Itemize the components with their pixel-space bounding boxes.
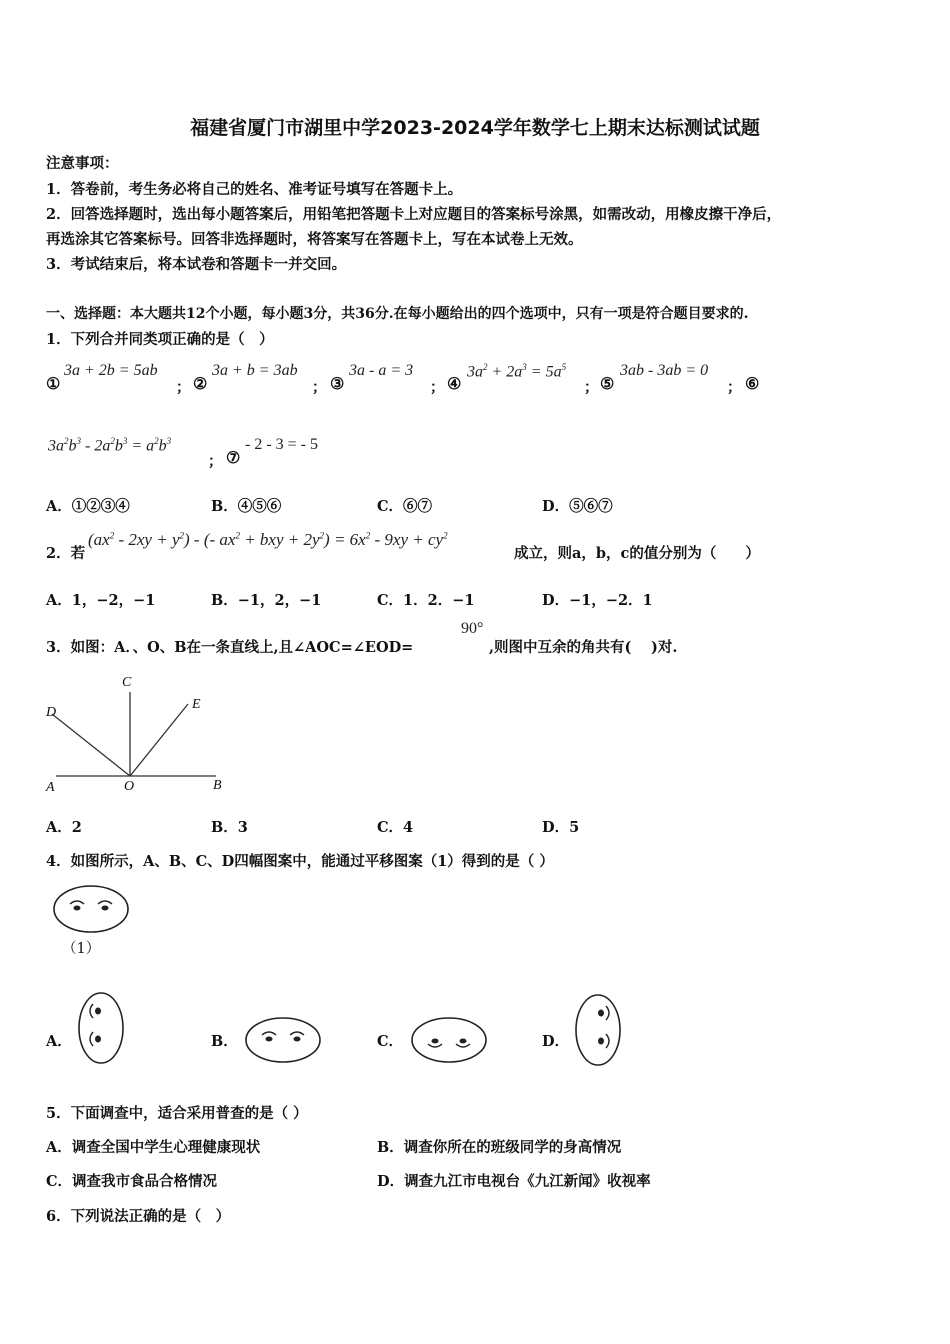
q5-option-a[interactable]: A．调查全国中学生心理健康现状 [46,1139,261,1156]
q3-angle-figure [40,672,240,802]
notice-heading: 注意事项： [46,155,119,172]
question-4-stem: 4．如图所示，A、B、C、D四幅图案中，能通过平移图案（1）得到的是（ ） [46,853,554,870]
q4-option-c[interactable]: C． [377,1033,404,1050]
q5-option-c[interactable]: C．调查我市食品合格情况 [46,1173,218,1190]
q4-option-a[interactable]: A． [46,1033,72,1050]
q2-option-a[interactable]: A．1，−2，−1 [46,592,156,609]
q3-label-c: C [122,675,132,690]
q1-item-2-marker: ② [193,374,208,393]
q1-item-6-marker: ⑥ [745,374,760,393]
q1-expr-1: 3a + 2b = 5ab [64,362,158,379]
question-1-stem: 1．下列合并同类项正确的是（ ） [46,331,274,348]
q3-label-e: E [192,697,201,712]
q3-option-c[interactable]: C．4 [377,819,414,836]
q3-label-b: B [213,778,222,793]
q1-expr-4: $3a^2 + 2a^3 = 5a^5$ [467,362,567,381]
q1-option-a[interactable]: A．①②③④ [46,498,130,515]
q4-face-c [408,1014,492,1066]
q1-sep: ； [176,379,191,396]
question-2-suffix: 成立，则a，b，c的值分别为（ ） [514,545,760,562]
q2-equation: $(ax^2 - 2xy + y^2)$ - (- $ax^2$ + bxy + $2y^2) = 6x^2 - 9xy + cy^2$ [88,530,448,549]
page-title: 福建省厦门市湖里中学2023-2024学年数学七上期末达标测试试题 [190,117,760,139]
q1-sep: ； [312,379,327,396]
q4-option-d[interactable]: D． [542,1033,570,1050]
question-2-prefix: 2．若 [46,545,86,562]
q5-option-b[interactable]: B．调查你所在的班级同学的身高情况 [377,1139,622,1156]
question-3-stem-end: ,则图中互余的角共有( )对. [489,639,678,656]
q3-option-b[interactable]: B．3 [211,819,248,836]
notice-item: 2．回答选择题时，选出每小题答案后，用铅笔把答题卡上对应题目的答案标号涂黑，如需改动，用橡皮擦干净后， [46,206,782,223]
q2-option-b[interactable]: B．−1，2，−1 [211,592,322,609]
q1-item-1-marker: ① [46,374,61,393]
q2-option-d[interactable]: D．−1，−2．1 [542,592,653,609]
q4-face-original [50,882,134,936]
q1-sep: ； [727,379,742,396]
q1-option-d[interactable]: D．⑤⑥⑦ [542,498,613,515]
q1-item-7-marker: ⑦ [226,448,241,467]
q1-expr-6: $3a^2b^3 - 2a^2b^3 = a^2b^3$ [48,436,172,455]
q1-sep: ； [430,379,445,396]
q5-option-d[interactable]: D．调查九江市电视台《九江新闻》收视率 [377,1173,651,1190]
q4-figure-label: （1） [62,941,101,957]
notice-item: 3．考试结束后，将本试卷和答题卡一并交回。 [46,256,347,273]
q1-expr-3: 3a - a = 3 [349,362,414,379]
q1-item-4-marker: ④ [447,374,462,393]
notice-item: 1．答卷前，考生务必将自己的姓名、准考证号填写在答题卡上。 [46,181,463,198]
q1-expr-2: 3a + b = 3ab [212,362,298,379]
q3-option-a[interactable]: A．2 [46,819,82,836]
question-6-stem: 6．下列说法正确的是（ ） [46,1208,231,1225]
q1-expr-5: 3ab - 3ab = 0 [620,362,709,379]
q3-angle-value: 90° [461,620,484,637]
q3-label-a: A [46,780,55,795]
section-heading: 一、选择题：本大题共12个小题，每小题3分，共36分.在每小题给出的四个选项中，只有一项是符合题目要求的. [46,306,749,322]
question-5-stem: 5．下面调查中，适合采用普查的是（ ） [46,1105,308,1122]
q3-label-d: D [46,705,57,720]
q1-item-3-marker: ③ [330,374,345,393]
q4-face-b [242,1014,326,1066]
q3-label-o: O [124,779,135,794]
q1-expr-7: - 2 - 3 = - 5 [245,436,319,453]
question-3-stem: 3．如图：A．、O、B在一条直线上,且∠AOC=∠EOD= [46,639,414,656]
q1-item-5-marker: ⑤ [600,374,615,393]
q3-option-d[interactable]: D．5 [542,819,580,836]
q4-face-d [570,990,626,1070]
q1-sep: ； [584,379,599,396]
q1-option-c[interactable]: C．⑥⑦ [377,498,433,515]
q4-face-a [74,988,130,1068]
notice-item: 再选涂其它答案标号。回答非选择题时，将答案写在答题卡上，写在本试卷上无效。 [46,231,583,248]
q1-sep: ； [208,453,223,470]
q2-option-c[interactable]: C．1．2．−1 [377,592,475,609]
q4-option-b[interactable]: B． [211,1033,238,1050]
q1-option-b[interactable]: B．④⑤⑥ [211,498,282,515]
